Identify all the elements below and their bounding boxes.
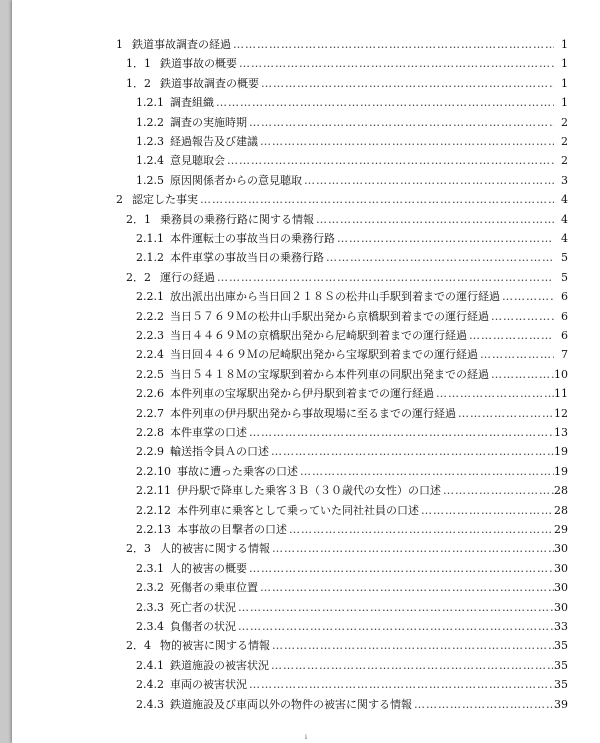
toc-entry-page: 4 bbox=[561, 232, 568, 245]
toc-entry[interactable] bbox=[136, 307, 568, 327]
toc-entry-page: 30 bbox=[554, 542, 568, 556]
dot-leader bbox=[258, 132, 554, 152]
dot-leader bbox=[335, 229, 554, 249]
toc-entry-page: 28 bbox=[554, 484, 568, 498]
toc-entry[interactable] bbox=[126, 636, 568, 656]
toc-entry-page: 28 bbox=[554, 503, 568, 517]
toc-entry-page: 4 bbox=[561, 193, 568, 207]
toc-entry-page: 6 bbox=[561, 309, 568, 323]
toc-entry-page: 30 bbox=[554, 561, 568, 575]
toc-entry[interactable] bbox=[136, 598, 568, 618]
toc-entry[interactable] bbox=[136, 287, 568, 307]
toc-entry-number: 2.2.13 bbox=[136, 523, 171, 536]
toc-entry-number: 2.2.2 bbox=[136, 309, 164, 323]
toc-entry-page: 12 bbox=[554, 406, 568, 420]
toc-entry[interactable] bbox=[136, 365, 568, 385]
toc-entry-title: 鉄道施設及び車両以外の物件の被害に関する情報 bbox=[170, 697, 412, 711]
toc-entry[interactable] bbox=[136, 559, 568, 579]
toc-entry-page: 33 bbox=[554, 620, 568, 633]
dot-leader bbox=[324, 248, 554, 268]
toc-entry-page: 11 bbox=[554, 387, 568, 401]
toc-entry-number: 2.4.2 bbox=[136, 678, 164, 692]
toc-entry-page: 35 bbox=[554, 678, 568, 692]
dot-leader bbox=[302, 171, 554, 191]
toc-entry[interactable] bbox=[126, 268, 568, 288]
toc-entry[interactable] bbox=[116, 35, 568, 55]
toc-entry-number: 2.2.11 bbox=[136, 484, 171, 498]
dot-leader bbox=[270, 636, 554, 656]
dot-leader bbox=[259, 74, 554, 94]
dot-leader bbox=[298, 462, 554, 482]
toc-entry-page: 3 bbox=[561, 173, 568, 187]
toc-entry[interactable] bbox=[136, 93, 568, 113]
dot-leader bbox=[269, 656, 554, 676]
toc-entry-number: 2.2.5 bbox=[136, 367, 164, 381]
toc-entry[interactable] bbox=[136, 481, 568, 501]
toc-entry[interactable] bbox=[136, 520, 568, 540]
toc-entry-number: 2.2.6 bbox=[136, 387, 164, 401]
toc-entry-number: 2.3.1 bbox=[136, 561, 164, 575]
toc-entry[interactable] bbox=[136, 695, 568, 715]
toc-entry[interactable] bbox=[136, 132, 568, 152]
toc-entry-title: 本件列車の宝塚駅出発から伊丹駅到着までの運行経過 bbox=[170, 387, 434, 401]
toc-entry-title: 車両の被害状況 bbox=[170, 678, 247, 692]
toc-entry-page: 2 bbox=[561, 154, 568, 168]
toc-entry-page: 2 bbox=[561, 115, 568, 129]
toc-entry-number: 2 bbox=[116, 193, 123, 207]
dot-leader bbox=[247, 675, 554, 695]
toc-entry-page: 7 bbox=[561, 348, 568, 362]
dot-leader bbox=[237, 54, 554, 74]
toc-entry[interactable] bbox=[126, 210, 568, 230]
toc-entry[interactable] bbox=[136, 326, 568, 346]
toc-entry[interactable] bbox=[136, 248, 568, 268]
toc-entry-number: 2.2.9 bbox=[136, 445, 164, 459]
toc-entry[interactable] bbox=[136, 345, 568, 365]
dot-leader bbox=[258, 578, 554, 598]
toc-entry-number: 2.2.4 bbox=[136, 348, 164, 362]
toc-entry-page: 5 bbox=[561, 251, 568, 265]
toc-entry[interactable] bbox=[136, 501, 568, 521]
dot-leader bbox=[500, 287, 554, 307]
document-page bbox=[12, 0, 600, 743]
toc-entry-title: 人的被害の概要 bbox=[170, 561, 247, 575]
toc-entry-title: 本件車掌の事故当日の乗務行路 bbox=[170, 251, 324, 265]
toc-entry-title: 調査組織 bbox=[170, 96, 214, 110]
toc-entry-title: 原因関係者からの意見聴取 bbox=[170, 173, 302, 187]
dot-leader bbox=[270, 539, 554, 559]
toc-entry-number: 1 bbox=[116, 38, 123, 51]
toc-entry-title: 当日４４６９Ｍの京橋駅出発から尼崎駅到着までの運行経過 bbox=[170, 329, 467, 342]
toc-entry-title: 当日５４１８Ｍの宝塚駅到着から本件列車の同駅出発までの経過 bbox=[170, 367, 489, 381]
dot-leader bbox=[236, 617, 554, 637]
toc-entry-title: 意見聴取会 bbox=[170, 154, 225, 168]
toc-entry-number: 1.2.4 bbox=[136, 154, 164, 168]
toc-entry-title: 当日回４４６９Ｍの尼崎駅出発から宝塚駅到着までの運行経過 bbox=[170, 348, 478, 362]
dot-leader bbox=[247, 423, 554, 443]
toc-entry[interactable] bbox=[136, 442, 568, 462]
toc-entry-page: 30 bbox=[554, 600, 568, 614]
toc-entry-number: 2．4 bbox=[126, 639, 151, 653]
toc-entry-title: 物的被害に関する情報 bbox=[160, 639, 270, 653]
toc-entry[interactable] bbox=[136, 578, 568, 598]
toc-entry-number: 2.4.1 bbox=[136, 658, 164, 672]
toc-entry-number: 2.2.8 bbox=[136, 426, 164, 439]
toc-entry[interactable] bbox=[136, 462, 568, 482]
toc-entry[interactable] bbox=[126, 74, 568, 94]
toc-entry-page: 1 bbox=[561, 57, 568, 71]
toc-entry-number: 2.4.3 bbox=[136, 697, 164, 711]
dot-leader bbox=[489, 307, 554, 327]
dot-leader bbox=[225, 151, 554, 171]
toc-entry-title: 本件列車の伊丹駅出発から事故現場に至るまでの運行経過 bbox=[170, 406, 456, 420]
dot-leader bbox=[434, 384, 554, 404]
toc-entry-number: 1.2.5 bbox=[136, 173, 164, 187]
toc-entry-title: 伊丹駅で降車した乗客３Ｂ（３０歳代の女性）の口述 bbox=[177, 484, 441, 498]
toc-entry[interactable] bbox=[136, 113, 568, 133]
toc-entry[interactable] bbox=[136, 617, 568, 637]
toc-entry-page: 6 bbox=[561, 329, 568, 342]
dot-leader bbox=[236, 598, 554, 618]
dot-leader bbox=[198, 190, 554, 210]
dot-leader bbox=[269, 442, 554, 462]
toc-entry-title: 運行の経過 bbox=[160, 270, 215, 284]
dot-leader bbox=[489, 365, 554, 385]
toc-entry-number: 2.2.7 bbox=[136, 406, 164, 420]
dot-leader bbox=[314, 210, 554, 230]
toc-entry-number: 2.3.4 bbox=[136, 620, 164, 633]
toc-entry-title: 当日５７６９Ｍの松井山手駅出発から京橋駅到着までの運行経過 bbox=[170, 309, 489, 323]
toc-entry-page: 1 bbox=[561, 76, 568, 90]
toc-entry-title: 調査の実施時期 bbox=[170, 115, 247, 129]
toc-entry[interactable] bbox=[116, 190, 568, 210]
dot-leader bbox=[247, 113, 554, 133]
toc-entry-title: 鉄道事故調査の経過 bbox=[132, 38, 231, 51]
toc-entry[interactable] bbox=[136, 675, 568, 695]
toc-entry-title: 本件列車に乗客として乗っていた同社社員の口述 bbox=[177, 503, 419, 517]
toc-entry-number: 2.3.3 bbox=[136, 600, 164, 614]
page-number: i bbox=[305, 734, 307, 741]
toc-entry-number: 2．2 bbox=[126, 270, 151, 284]
toc-entry[interactable] bbox=[136, 384, 568, 404]
toc-entry-title: 死亡者の状況 bbox=[170, 600, 236, 614]
toc-entry-page: 35 bbox=[554, 658, 568, 672]
dot-leader bbox=[478, 345, 554, 365]
toc-entry-page: 6 bbox=[561, 290, 568, 304]
toc-entry[interactable] bbox=[136, 423, 568, 443]
toc-entry-title: 本事故の目撃者の口述 bbox=[177, 523, 287, 536]
dot-leader bbox=[412, 695, 554, 715]
toc-entry-page: 2 bbox=[561, 135, 568, 148]
toc-entry-page: 10 bbox=[554, 367, 568, 381]
dot-leader bbox=[231, 35, 554, 55]
toc-entry-page: 19 bbox=[554, 464, 568, 478]
toc-entry-title: 死傷者の乗車位置 bbox=[170, 581, 258, 595]
toc-entry-page: 39 bbox=[554, 697, 568, 711]
toc-entry-page: 1 bbox=[561, 96, 568, 110]
toc-entry[interactable] bbox=[126, 539, 568, 559]
toc-entry-number: 2.3.2 bbox=[136, 581, 164, 595]
toc-entry-number: 2.1.1 bbox=[136, 232, 164, 245]
toc-entry-title: 経過報告及び建議 bbox=[170, 135, 258, 148]
dot-leader bbox=[215, 268, 554, 288]
toc-entry-number: 1．2 bbox=[126, 76, 151, 90]
toc-entry-number: 2．1 bbox=[126, 212, 151, 226]
toc-entry-title: 輸送指令員Ａの口述 bbox=[170, 445, 269, 459]
toc-entry[interactable] bbox=[126, 54, 568, 74]
toc-entry-number: 2.2.3 bbox=[136, 329, 164, 342]
toc-entry-number: 2.2.1 bbox=[136, 290, 164, 304]
dot-leader bbox=[247, 559, 554, 579]
toc-entry[interactable] bbox=[136, 656, 568, 676]
dot-leader bbox=[467, 326, 554, 346]
toc-entry[interactable] bbox=[136, 404, 568, 424]
toc-entry-page: 29 bbox=[554, 523, 568, 536]
toc-entry-number: 2.2.12 bbox=[136, 503, 171, 517]
toc-entry-title: 放出派出出庫から当日回２１８Ｓの松井山手駅到着までの運行経過 bbox=[170, 290, 500, 304]
dot-leader bbox=[287, 520, 554, 540]
toc-entry[interactable] bbox=[136, 151, 568, 171]
toc-entry-title: 本件運転士の事故当日の乗務行路 bbox=[170, 232, 335, 245]
toc-entry[interactable] bbox=[136, 229, 568, 249]
toc-entry-number: 1.2.1 bbox=[136, 96, 164, 110]
toc-entry-title: 認定した事実 bbox=[132, 193, 198, 207]
dot-leader bbox=[419, 501, 554, 521]
toc-entry-number: 2.1.2 bbox=[136, 251, 164, 265]
toc-entry-page: 19 bbox=[554, 445, 568, 459]
toc-entry-number: 1.2.3 bbox=[136, 135, 164, 148]
toc-entry-number: 1.2.2 bbox=[136, 115, 164, 129]
toc-entry-title: 鉄道事故調査の概要 bbox=[160, 76, 259, 90]
toc-entry-page: 13 bbox=[554, 426, 568, 439]
dot-leader bbox=[456, 404, 554, 424]
toc-entry-title: 本件車掌の口述 bbox=[170, 426, 247, 439]
toc-entry-page: 4 bbox=[561, 212, 568, 226]
toc-entry-title: 鉄道施設の被害状況 bbox=[170, 658, 269, 672]
toc-entry-title: 鉄道事故の概要 bbox=[160, 57, 237, 71]
toc-entry-title: 事故に遭った乗客の口述 bbox=[177, 464, 298, 478]
dot-leader bbox=[441, 481, 554, 501]
toc-entry-number: 2.2.10 bbox=[136, 464, 171, 478]
dot-leader bbox=[214, 93, 554, 113]
toc-entry-page: 30 bbox=[554, 581, 568, 595]
toc-entry-title: 乗務員の乗務行路に関する情報 bbox=[160, 212, 314, 226]
toc-entry-page: 35 bbox=[554, 639, 568, 653]
toc-entry-page: 5 bbox=[561, 270, 568, 284]
toc-entry-title: 人的被害に関する情報 bbox=[160, 542, 270, 556]
toc-entry-number: 2．3 bbox=[126, 542, 151, 556]
toc-entry-number: 1．1 bbox=[126, 57, 151, 71]
toc-entry-title: 負傷者の状況 bbox=[170, 620, 236, 633]
toc-entry-page: 1 bbox=[561, 38, 568, 51]
toc-entry[interactable] bbox=[136, 171, 568, 191]
